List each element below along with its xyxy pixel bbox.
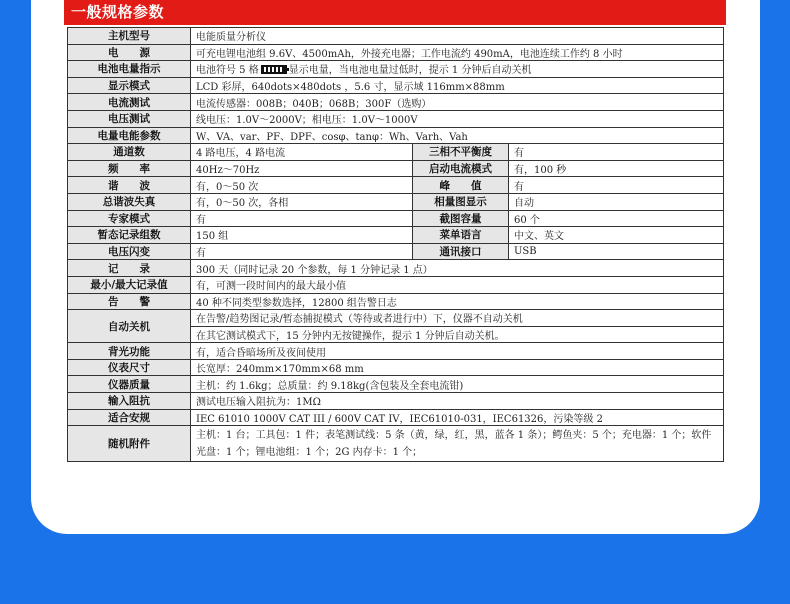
spec-table (67, 27, 724, 462)
table-row (68, 144, 724, 161)
row-value-2: 有 (509, 144, 724, 161)
row-label-2: 菜单语言 (413, 227, 509, 244)
row-label: 自动关机 (68, 310, 191, 343)
row-value: 有，0～50 次 (191, 177, 413, 194)
table-row (68, 276, 724, 293)
row-value: 电能质量分析仪 (191, 28, 724, 45)
row-label: 通道数 (68, 144, 191, 161)
table-row (68, 44, 724, 61)
row-value: IEC 61010 1000V CAT III / 600V CAT IV，IEC61010-031，IEC61326，污染等级 2 (191, 409, 724, 426)
row-label: 记 录 (68, 260, 191, 277)
table-row (68, 28, 724, 45)
table-row (68, 409, 724, 426)
row-label-2: 峰 值 (413, 177, 509, 194)
row-label: 电压测试 (68, 110, 191, 127)
row-label-2: 三相不平衡度 (413, 144, 509, 161)
row-value-2: 有，100 秒 (509, 160, 724, 177)
row-label: 显示模式 (68, 77, 191, 94)
row-label: 输入阻抗 (68, 393, 191, 410)
table-row (68, 193, 724, 210)
row-label: 电流测试 (68, 94, 191, 111)
row-label: 背光功能 (68, 343, 191, 360)
row-label-2: 通讯接口 (413, 243, 509, 260)
table-row (68, 127, 724, 144)
table-row (68, 293, 724, 310)
row-value: 电流传感器：008B；040B；068B；300F（选购） (191, 94, 724, 111)
row-label: 仪器质量 (68, 376, 191, 393)
row-label: 谐 波 (68, 177, 191, 194)
row-value: 有，适合昏暗场所及夜间使用 (191, 343, 724, 360)
battery-text-b: 显示电量，当电池电量过低时，提示 1 分钟后自动关机 (288, 65, 532, 77)
row-value: 有，0～50 次，各相 (191, 193, 413, 210)
row-value: 有，可测一段时间内的最大最小值 (191, 276, 724, 293)
row-value: W、VA、var、PF、DPF、cosφ、tanφ：Wh、Varh、Vah (191, 127, 724, 144)
row-value: 有 (191, 243, 413, 260)
row-value: 主机：约 1.6kg；总质量：约 9.18kg(含包装及全套电流钳) (191, 376, 724, 393)
row-value: LCD 彩屏，640dots×480dots ，5.6 寸，显示域 116mm×88mm (191, 77, 724, 94)
table-row (68, 110, 724, 127)
row-value: 40Hz～70Hz (191, 160, 413, 177)
row-label: 电池电量指示 (68, 61, 191, 78)
row-label: 总谐波失真 (68, 193, 191, 210)
table-row (68, 77, 724, 94)
row-label: 最小/最大记录值 (68, 276, 191, 293)
table-row (68, 343, 724, 360)
battery-icon (261, 65, 287, 74)
row-value-2: 60 个 (509, 210, 724, 227)
row-label-2: 截图容量 (413, 210, 509, 227)
row-value: 线电压：1.0V～2000V；相电压：1.0V～1000V (191, 110, 724, 127)
table-row (68, 94, 724, 111)
row-value: 300 天（同时记录 20 个参数，每 1 分钟记录 1 点） (191, 260, 724, 277)
table-row (68, 426, 724, 462)
row-value: 150 组 (191, 227, 413, 244)
row-label: 频 率 (68, 160, 191, 177)
row-value: 长宽厚：240mm×170mm×68 mm (191, 359, 724, 376)
row-label-2: 相量图显示 (413, 193, 509, 210)
table-row (68, 177, 724, 194)
table-row (68, 376, 724, 393)
row-value: 4 路电压，4 路电流 (191, 144, 413, 161)
row-value: 有 (191, 210, 413, 227)
row-value: 40 种不同类型参数选择，12800 组告警日志 (191, 293, 724, 310)
row-value-2: 自动 (509, 193, 724, 210)
row-label: 适合安规 (68, 409, 191, 426)
row-label: 随机附件 (68, 426, 191, 462)
row-label: 电压闪变 (68, 243, 191, 260)
row-value-2: USB (509, 243, 724, 260)
battery-text-a: 电池符号 5 格 (196, 65, 259, 77)
row-label: 电 源 (68, 44, 191, 61)
table-row (68, 243, 724, 260)
table-row (68, 359, 724, 376)
row-label: 仪表尺寸 (68, 359, 191, 376)
row-label: 告 警 (68, 293, 191, 310)
table-row (68, 160, 724, 177)
section-title: 一般规格参数 (64, 0, 726, 25)
table-row (68, 260, 724, 277)
row-value (191, 61, 724, 78)
table-row (68, 227, 724, 244)
row-value: 主机：1 台；工具包：1 件；表笔测试线：5 条（黄，绿，红，黑，蓝各 1 条）；鳄鱼夹：5 个；充电器：1 个；软件光盘：1 个；锂电池组：1 个；2G 内存卡：1 个； (191, 426, 724, 462)
table-row (68, 310, 724, 327)
row-label-2: 启动电流模式 (413, 160, 509, 177)
row-value: 测试电压输入阻抗为：1MΩ (191, 393, 724, 410)
row-label: 专家模式 (68, 210, 191, 227)
row-label: 暂态记录组数 (68, 227, 191, 244)
row-value: 在告警/趋势图记录/暂态捕捉模式（等待或者进行中）下，仪器不自动关机 (191, 310, 724, 327)
row-value-2: 有 (509, 177, 724, 194)
row-label: 电量电能参数 (68, 127, 191, 144)
table-row (68, 210, 724, 227)
row-value: 在其它测试模式下，15 分钟内无按键操作，提示 1 分钟后自动关机。 (191, 326, 724, 343)
row-value: 可充电锂电池组 9.6V、4500mAh，外接充电器；工作电流约 490mA，电池连续工作约 8 小时 (191, 44, 724, 61)
row-value-2: 中文、英文 (509, 227, 724, 244)
table-row (68, 61, 724, 78)
table-row (68, 393, 724, 410)
row-label: 主机型号 (68, 28, 191, 45)
